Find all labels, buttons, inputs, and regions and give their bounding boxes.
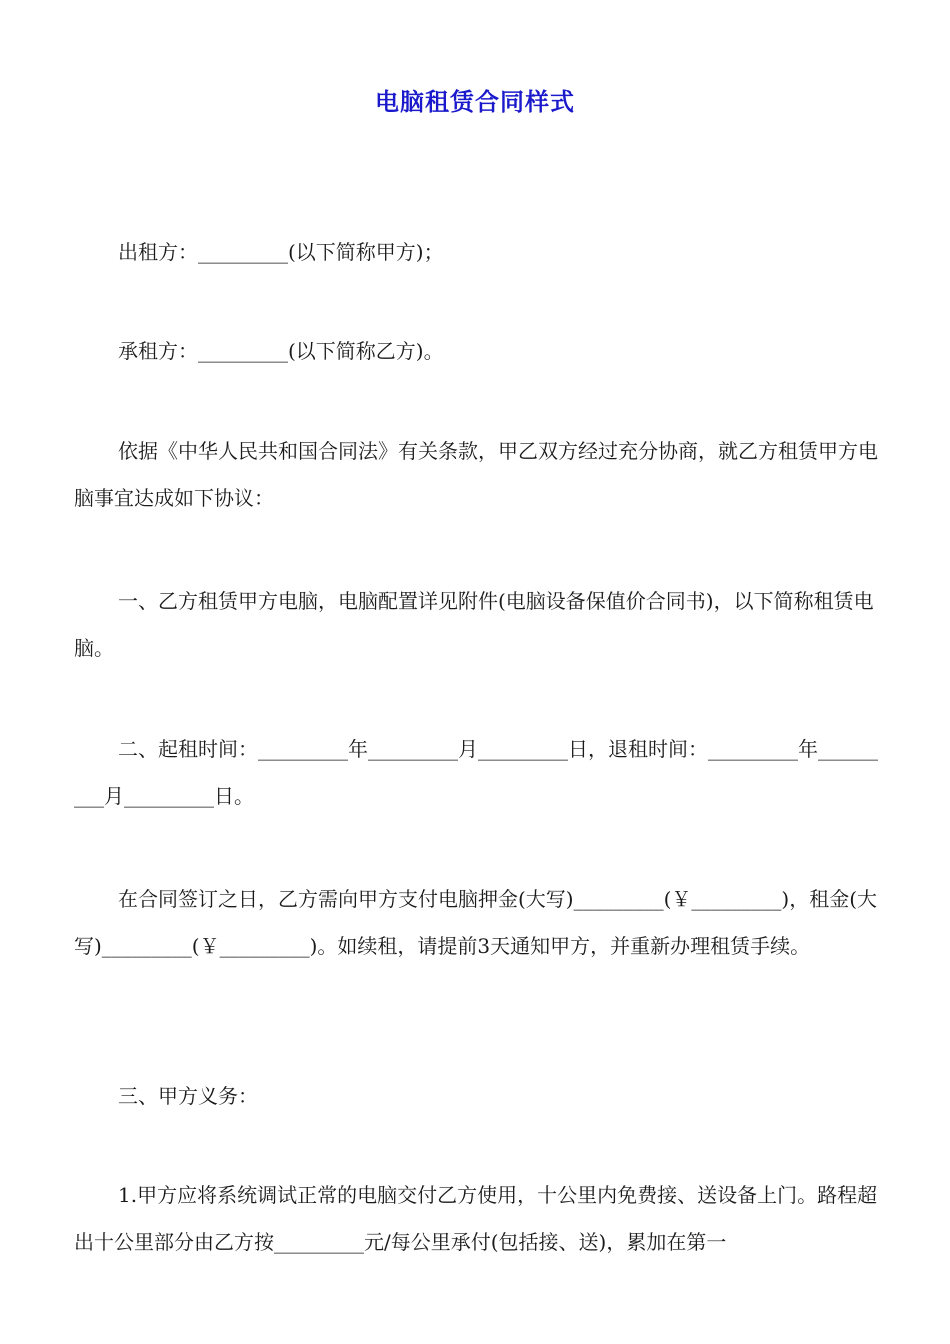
paragraph-deposit: 在合同签订之日，乙方需向甲方支付电脑押金(大写)_________(￥_________)，租金(大写)_________(￥_________)。如续租，请提前3天通知甲方，并重新办理租赁手续。 [74,887,878,958]
paragraph-lessee: 承租方：_________(以下简称乙方)。 [118,339,444,363]
paragraph-clause-1: 一、乙方租赁甲方电脑，电脑配置详见附件(电脑设备保值价合同书)，以下简称租赁电脑。 [74,589,874,660]
paragraph-preamble: 依据《中华人民共和国合同法》有关条款，甲乙双方经过充分协商，就乙方租赁甲方电脑事宜达成如下协议： [74,439,878,510]
document-title: 电脑租赁合同样式 [375,88,575,116]
paragraph-clause-3-item-1: 1.甲方应将系统调试正常的电脑交付乙方使用，十公里内免费接、送设备上门。路程超出十公里部分由乙方按_________元/每公里承付(包括接、送)，累加在第一 [74,1183,878,1254]
paragraph-clause-3-heading: 三、甲方义务： [118,1084,258,1108]
paragraph-clause-2: 二、起租时间：_________年_________月_________日，退租时间：_________年_________月_________日。 [74,737,878,808]
paragraph-lessor: 出租方：_________(以下简称甲方)； [118,240,444,264]
